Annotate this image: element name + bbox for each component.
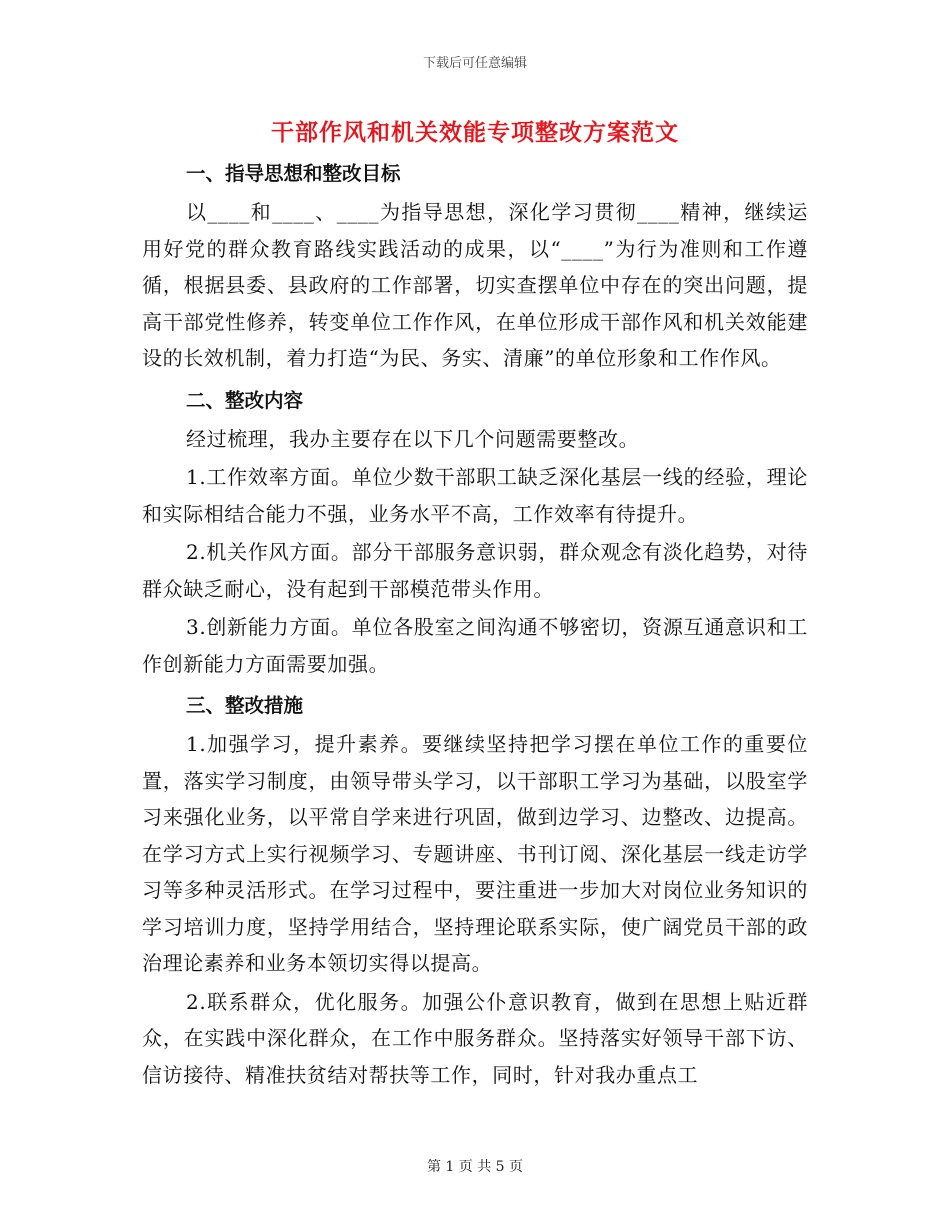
- document-body: [142, 156, 808, 1095]
- paragraph: 1.工作效率方面。单位少数干部职工缺乏深化基层一线的经验，理论和实际相结合能力不强，业务水平不高，工作效率有待提升。: [142, 465, 808, 526]
- page-number: 第 1 页 共 5 页: [426, 1159, 524, 1175]
- paragraph: 3.创新能力方面。单位各股室之间沟通不够密切，资源互通意识和工作创新能力方面需要加强。: [142, 615, 808, 676]
- section-heading-guiding-thought: 一、指导思想和整改目标: [186, 162, 401, 185]
- paragraph: 2.机关作风方面。部分干部服务意识弱，群众观念有淡化趋势，对待群众缺乏耐心，没有起到干部模范带头作用。: [142, 540, 808, 601]
- paragraph: 2.联系群众，优化服务。加强公仆意识教育，做到在思想上贴近群众，在实践中深化群众，在工作中服务群众。坚持落实好领导干部下访、信访接待、精准扶贫结对帮扶等工作，同时，针对我办重点工: [142, 989, 808, 1087]
- section-heading-rectification-content: 二、整改内容: [186, 388, 304, 412]
- paragraph: 经过梳理，我办主要存在以下几个问题需要整改。: [186, 426, 640, 451]
- section-heading-rectification-measures: 三、整改措施: [186, 694, 304, 717]
- document-title: 干部作风和机关效能专项整改方案范文: [271, 119, 679, 146]
- paragraph: 1.加强学习，提升素养。要继续坚持把学习摆在单位工作的重要位置，落实学习制度，由领导带头学习，以干部职工学习为基础，以股室学习来强化业务，以平常自学来进行巩固，做到边学习、边整改、边提高。在学习方式上实行视频学习、专题讲座、书刊订阅、深化基层一线走访学习等多种灵活形式。在学习过程中，要注重进一步加大对岗位业务知识的学习培训力度，坚持学用结合，坚持理论联系实际，使广阔党员干部的政治理论素养和业务本领切实得以提高。: [142, 732, 808, 975]
- page-header-note: 下载后可任意编辑: [422, 56, 527, 71]
- paragraph: 以____和____、____为指导思想，深化学习贯彻____精神，继续运用好党的群众教育路线实践活动的成果，以“____”为行为准则和工作遵循，根据县委、县政府的工作部署，切实查摆单位中存在的突出问题，提高干部党性修养，转变单位工作作风，在单位形成干部作风和机关效能建设的长效机制，着力打造“为民、务实、清廉”的单位形象和工作作风。: [142, 200, 808, 370]
